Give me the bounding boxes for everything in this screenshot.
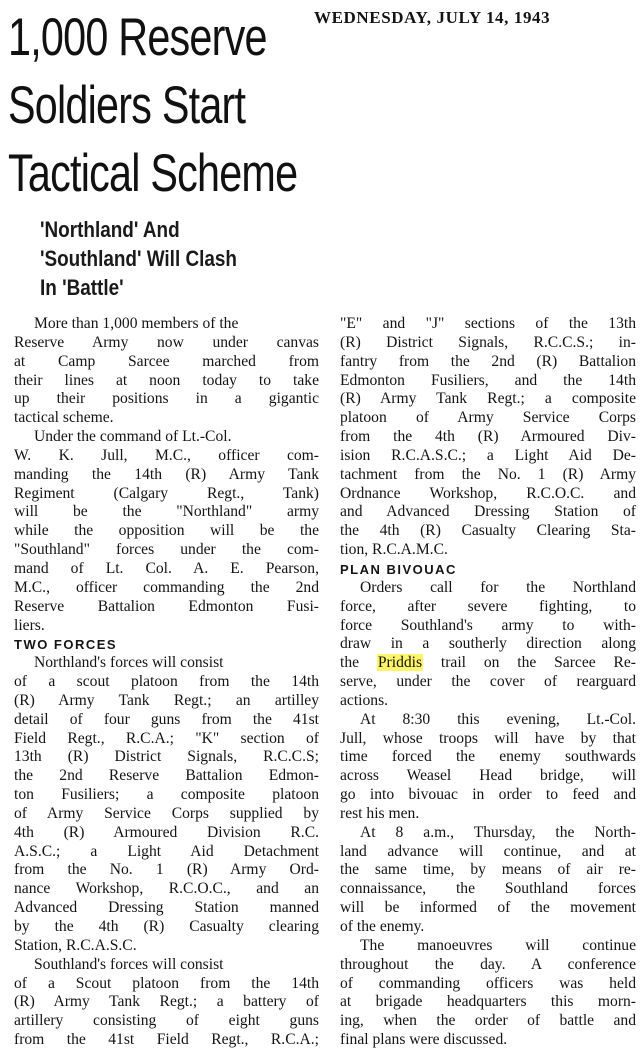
text-line: their lines at noon today to take — [14, 371, 319, 389]
text-line: of a Scout platoon from the 14th — [14, 974, 319, 992]
text-line: Under the command of Lt.-Col. — [34, 428, 232, 446]
text-line: The manoeuvres will continue — [360, 936, 636, 954]
text-line: connaissance, the Southland forces — [340, 880, 636, 898]
text-line: force Southland's army to with- — [340, 616, 636, 634]
text-line: rest his men. — [340, 804, 420, 822]
text-line: the same time, by means of air re- — [340, 861, 636, 879]
text-line: At 8 a.m., Thursday, the North- — [360, 823, 636, 841]
text-line: More than 1,000 members of the — [34, 315, 239, 332]
text-line: platoon of Army Service Corps — [340, 409, 636, 427]
text-line: detail of four guns from the 41st — [14, 710, 319, 728]
text-line: will be the "Northland" army — [14, 503, 319, 521]
text-line: Northland's forces will consist — [34, 654, 224, 672]
text-line: of a scout platoon from the 14th — [14, 673, 319, 691]
text-line — [340, 654, 636, 673]
text-line: from the No. 1 (R) Army Ord- — [14, 861, 319, 879]
subheadline-line: 'Southland' Will Clash — [40, 246, 237, 271]
text-line: of commanding officers was held — [340, 974, 636, 992]
text-line: go into bivouac in order to feed and — [340, 786, 636, 804]
text-line: M.C., officer commanding the 2nd — [14, 578, 319, 596]
text-line: at Camp Sarcee marched from — [14, 352, 319, 370]
text-line: Reserve Army now under canvas — [14, 333, 319, 351]
text-line: Southland's forces will consist — [34, 955, 224, 973]
text-line: manding the 14th (R) Army Tank — [14, 465, 319, 483]
dateline: WEDNESDAY, JULY 14, 1943 — [314, 8, 551, 27]
text-line: mand of Lt. Col. A. E. Pearson, — [14, 559, 319, 577]
section-heading: PLAN BIVOUAC — [340, 561, 457, 577]
highlighted-word: Priddis — [377, 654, 423, 672]
text-line: "Southland" forces under the com- — [14, 541, 319, 559]
subheadline — [40, 215, 264, 302]
text-line: serve, under the cover of rearguard — [340, 673, 636, 691]
text-line: across Weasel Head bridge, will — [340, 767, 636, 785]
text-line: up their positions in a gigantic — [14, 390, 319, 408]
text-line: (R) Army Tank Regt.; an artilley — [14, 691, 319, 709]
text-line: Jull, whose troops will have by that — [340, 729, 636, 747]
headline-line: Soldiers Start — [8, 76, 246, 135]
text-line: the 2nd Reserve Battalion Edmon- — [14, 767, 319, 785]
text-line: A.S.C.; a Light Aid Detachment — [14, 842, 319, 860]
text-line: by the 4th (R) Casualty clearing — [14, 918, 319, 935]
text-line: final plans were discussed. — [340, 1031, 508, 1049]
text-line: "E" and "J" sections of the 13th — [340, 315, 636, 332]
text-line: 4th (R) Armoured Division R.C. — [14, 823, 319, 841]
headline-line: 1,000 Reserve — [8, 8, 267, 67]
section-heading: TWO FORCES — [14, 637, 118, 653]
text-line: of Army Service Corps supplied by — [14, 804, 319, 822]
text-line: tachment from the No. 1 (R) Army — [340, 465, 636, 483]
text-line: Orders call for the Northland — [360, 578, 636, 596]
text-line: ision R.C.A.S.C.; a Light Aid De- — [340, 446, 636, 464]
text-line: At 8:30 this evening, Lt.-Col. — [360, 710, 636, 728]
text-line: tactical scheme. — [14, 409, 114, 427]
text-line: Advanced Dressing Station manned — [14, 899, 319, 917]
text-line: Regiment (Calgary Regt., Tank) — [14, 484, 319, 502]
text-line: and Advanced Dressing Station of — [340, 503, 636, 521]
article-column-left — [14, 315, 319, 1050]
article-column-right — [340, 315, 636, 1050]
text-line: of the enemy. — [340, 918, 425, 935]
text-line: 13th (R) District Signals, R.C.C.S; — [14, 748, 319, 766]
text-fragment: the — [340, 654, 377, 672]
text-line: the 4th (R) Casualty Clearing Sta- — [340, 522, 636, 540]
text-line: actions. — [340, 691, 389, 709]
text-line: draw in a southerly direction along — [340, 635, 636, 653]
subheadline-line: In 'Battle' — [40, 275, 124, 300]
text-line: from the 41st Field Regt., R.C.A.; — [14, 1031, 319, 1049]
text-line: force, after severe fighting, to — [340, 597, 636, 615]
text-line: Station, R.C.A.S.C. — [14, 936, 137, 954]
text-line: while the opposition will be the — [14, 522, 319, 540]
text-line: ing, when the order of battle and — [340, 1012, 636, 1030]
text-line: Ordnance Workshop, R.C.O.C. and — [340, 484, 636, 502]
text-line: land advance will continue, and at — [340, 842, 636, 860]
text-line: will be informed of the movement — [340, 899, 636, 917]
text-line: at brigade headquarters this morn- — [340, 993, 636, 1011]
text-line: Edmonton Fusiliers, and the 14th — [340, 371, 636, 389]
text-line: tion, R.C.A.M.C. — [340, 541, 448, 559]
text-line: W. K. Jull, M.C., officer com- — [14, 446, 319, 464]
headline-line: Tactical Scheme — [8, 144, 298, 203]
text-line: Reserve Battalion Edmonton Fusi- — [14, 597, 319, 615]
text-line: nance Workshop, R.C.O.C., and an — [14, 880, 319, 898]
text-line: Field Regt., R.C.A.; "K" section of — [14, 729, 319, 747]
text-line: (R) District Signals, R.C.C.S.; in- — [340, 333, 636, 351]
text-line: time forced the enemy southwards — [340, 748, 636, 766]
text-line: ton Fusiliers; a composite platoon — [14, 786, 319, 804]
text-fragment: trail on the Sarcee Re- — [423, 654, 636, 672]
headline — [8, 4, 298, 208]
subheadline-line: 'Northland' And — [40, 217, 180, 242]
text-line: liers. — [14, 616, 45, 634]
text-line: artillery consisting of eight guns — [14, 1012, 319, 1030]
text-line: (R) Army Tank Regt.; a battery of — [14, 993, 319, 1011]
text-line: throughout the day. A conference — [340, 955, 636, 973]
text-line: (R) Army Tank Regt.; a composite — [340, 390, 636, 408]
text-line: fantry from the 2nd (R) Battalion — [340, 352, 636, 370]
text-line: from the 4th (R) Armoured Div- — [340, 428, 636, 446]
